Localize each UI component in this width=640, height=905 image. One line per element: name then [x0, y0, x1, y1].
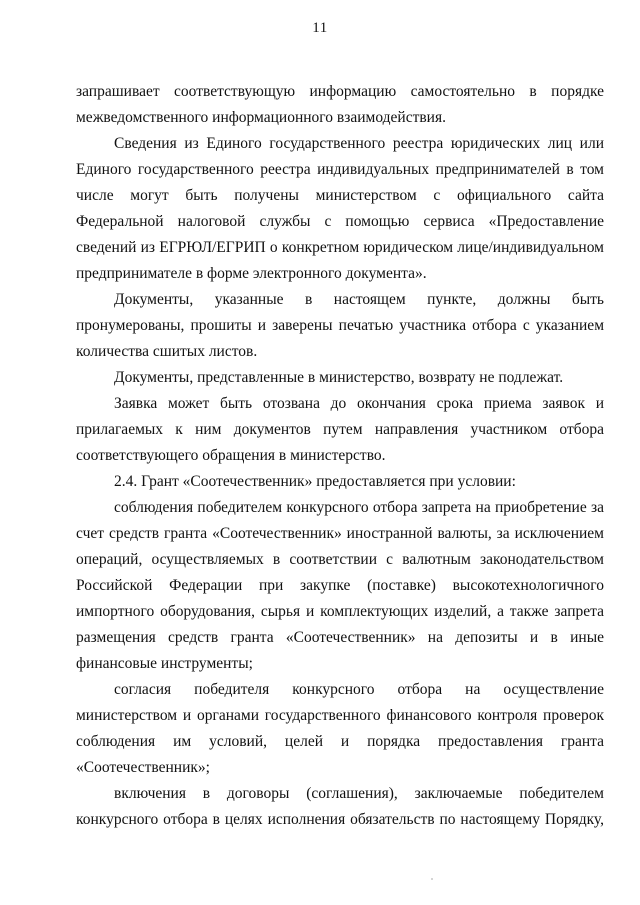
paragraph-condition-currency: соблюдения победителем конкурсного отбора запрета на приобретение за счет средств гранта «Соотечественник» иностранной валюты, за исключением операций, осуществляемых в соответствии с валютным законодательством Российской Федерации при закупке (поставке) высокотехнологичного импортного оборудования, сырья и комплектующих изделий, а также запрета размещения средств гранта «Соотечественник» на депозиты и в иные финансовые инструменты;	[76, 499, 604, 672]
document-body	[76, 79, 604, 833]
paragraph-documents-numbered: Документы, указанные в настоящем пункте, должны быть пронумерованы, прошиты и заверены печатью участника отбора с указанием количества сшитых листов.	[76, 291, 604, 360]
paragraph-condition-inclusion: включения в договоры (соглашения), заключаемые победителем конкурсного отбора в целях исполнения обязательств по настоящему Порядку,	[76, 785, 604, 828]
paragraph-continuation: запрашивает соответствующую информацию самостоятельно в порядке межведомственного информационного взаимодействия.	[76, 83, 604, 126]
paragraph-condition-consent: согласия победителя конкурсного отбора на осуществление министерством и органами государственного финансового контроля проверок соблюдения им условий, целей и порядка предоставления гранта «Соотечественник»;	[76, 681, 604, 776]
paragraph-egrul-info: Сведения из Единого государственного реестра юридических лиц или Единого государственного реестра индивидуальных предпринимателей в том числе могут быть получены министерством с официального сайта Федеральной налоговой службы с помощью сервиса «Предоставление сведений из ЕГРЮЛ/ЕГРИП о конкретном юридическом лице/индивидуальном предпринимателе в форме электронного документа».	[76, 135, 604, 282]
paragraph-documents-not-returned: Документы, представленные в министерство, возврату не подлежат.	[114, 369, 564, 386]
scan-speck	[431, 878, 433, 880]
paragraph-application-withdrawal: Заявка может быть отозвана до окончания срока приема заявок и прилагаемых к ним документов путем направления участником отбора соответствующего обращения в министерство.	[76, 395, 604, 464]
paragraph-section-2-4: 2.4. Грант «Соотечественник» предоставляется при условии:	[114, 473, 516, 490]
page-number: 11	[312, 20, 328, 36]
